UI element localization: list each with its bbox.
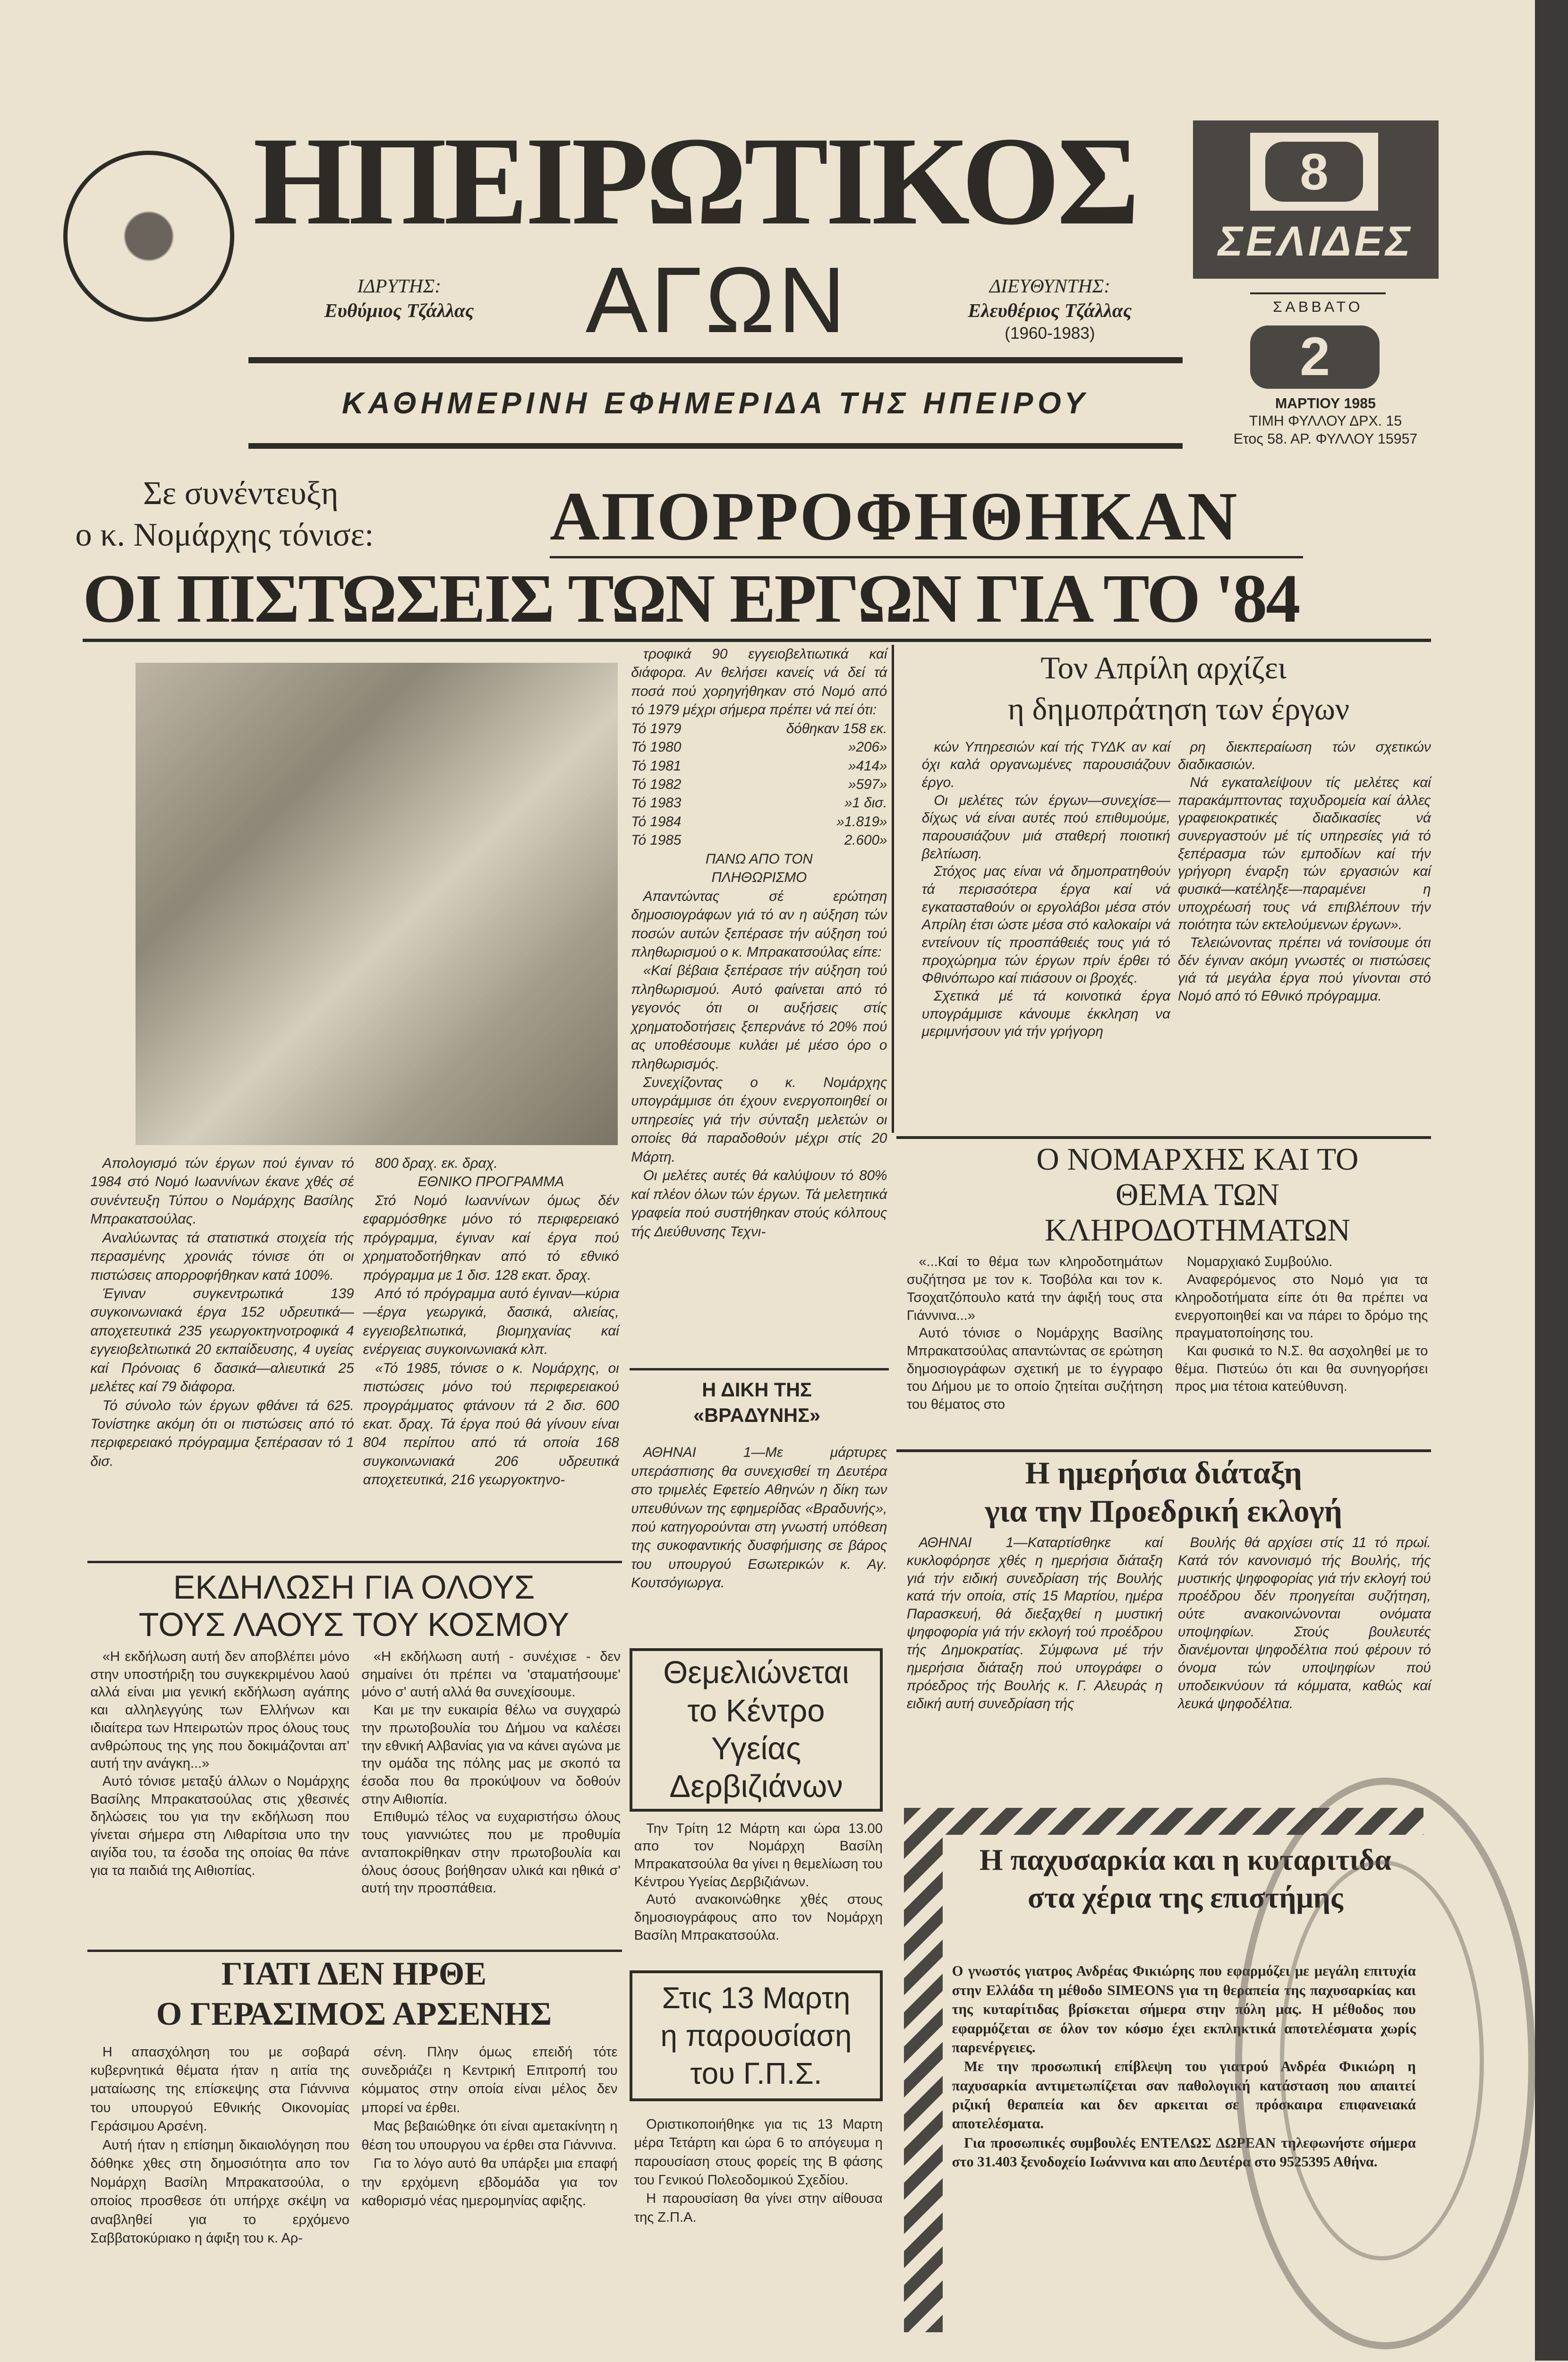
paragraph: Συνεχίζοντας ο κ. Νομάρχης υπογράμμισε ότι έχουν ενεργοποιηθεί οι υπηρεσίες γιά τήν σύνταξη μελετών οι οποίες θά παραδοθούν μέχρι στίς 20 Μάρτη. [631, 1075, 887, 1165]
paragraph: κών Υπηρεσιών καί τής ΤΥΔΚ αν καί όχι καλά οργανωμένες παρουσιάζουν έργο. [921, 739, 1170, 791]
date-info [1190, 395, 1461, 449]
headline-line: Η ημερήσια διάταξη [1025, 1455, 1302, 1490]
paragraph: Τελειώνοντας πρέπει νά τονίσουμε ότι δέν έγιναν ακόμη γνωστές οι πιστώσεις γιά τά μεγάλα έργα πού γίνονται στό Νομό από τό Εθνικό πρόγραμμα. [1177, 934, 1431, 1004]
paragraph: Μας βεβαιώθηκε ότι είναι αμετακίνητη η θέση του υπουργου να έρθει στα Γιάννινα. [361, 2119, 618, 2153]
paragraph: σένη. Πλην όμως επειδή τότε συνεδριάζει η Κεντρική Επιτροπή του κόμματος στην οποία είναι μέλος δεν μπορεί να έρθει. [361, 2044, 618, 2115]
headline-line: ΓΙΑΤΙ ΔΕΝ ΗΡΘΕ [221, 1955, 487, 1993]
paragraph: Επιθυμώ τέλος να ευχαριστήσω όλους τους γιαννιώτες που με προθυμία ανταποκρίθηκαν στην πρωτοβουλία και όλους όσους βοήθησαν υλικά και ηθικά σ' αυτή την προσπάθεια. [361, 1809, 621, 1896]
nomarch-col1 [907, 1253, 1163, 1413]
paragraph: Για προσωπικές συμβουλές ΕΝΤΕΛΩΣ ΔΩΡΕΑΝ τηλεφωνήστε σήμερα στο 31.403 ξενοδοχείο Ιωάννινα και απο Δευτέρα στο 9525395 Αθήνα. [952, 2134, 1416, 2170]
paragraph: Η απασχόληση του με σοβαρά κυβερνητικά θέματα ήταν η αιτία της ματαίωσης της επίσκεψης στα Γιάννινα του υπουργού Εθνικής Οικονομίας Γεράσιμου Αρσένη. [90, 2044, 349, 2134]
kicker-line: Σε συνέντευξη [143, 475, 339, 512]
funding-year: Τό 1981 [631, 758, 682, 774]
issue-number: Ετος 58. ΑΡ. ΦΥΛΛΟΥ 15957 [1233, 431, 1418, 447]
nomarch-headline: Ο ΝΟΜΑΡΧΗΣ ΚΑΙ ΤΟ ΘΕΜΑ ΤΩΝ ΚΛΗΡΟΔΟΤΗΜΑΤΩΝ [1036, 1142, 1359, 1248]
funding-amount: »1.819» [836, 813, 887, 830]
paragraph: Αυτό ανακοινώθηκε χθές στους δημοσιογράφους απο τον Νομάρχη Βασίλη Μπρακατσούλα. [634, 1892, 883, 1943]
paragraph: Τό σύνολο τών έργων φθάνει τά 625. Τονίστηκε ακόμη ότι οι πιστώσεις από τό περιφερειακό πρόγραμμα ξεπέρασαν τό 1 δισ. [90, 1397, 354, 1469]
lead-col3 [631, 645, 887, 1241]
paragraph: Αυτό τόνισε μεταξύ άλλων ο Νομάρχης Βασίλης Μπρακατσούλας στις χθεσινές δηλώσεις του για την εκδήλωση που γίνεται σήμερα στη Λιθαρίτσια υπο την αιγίδα του, τα έσοδα της οποίας θα πάνε για τα παιδιά της Αιθιοπίας. [90, 1774, 349, 1878]
funding-row [631, 757, 887, 775]
funding-amount: »414» [848, 758, 887, 774]
director-years: (1960-1983) [1005, 324, 1095, 343]
price: ΤΙΜΗ ΦΥΛΛΟΥ ΔΡΧ. 15 [1249, 413, 1402, 429]
headline-line: για την Προεδρική εκλογή [985, 1494, 1342, 1529]
lead-kicker [75, 473, 512, 556]
paragraph: 800 δραχ. εκ. δραχ. [375, 1155, 498, 1171]
funding-year: Τό 1982 [631, 777, 682, 793]
divider [896, 1449, 1431, 1452]
funding-amount: »206» [848, 739, 887, 755]
divider [550, 556, 1303, 558]
director-block [922, 274, 1178, 343]
paragraph: Η παρουσίαση θα γίνει στην αίθουσα της Ζ.Π.Α. [634, 2191, 883, 2225]
paragraph: ΑΘΗΝΑΙ 1—Καταρτίσθηκε καί κυκλοφόρησε χθές η ημερήσια διάταξη γιά τήν ειδική συνεδρίαση τής Βουλής κατά τήν οποία, στίς 15 Μαρτίου, ημέρα Παρασκευή, θά διεξαχθεί η μυστική ψηφοφορία γιά τήν εκλογή τού προέδρου τής Δημοκρατίας. Σύμφωνα μέ τήν ημερήσια διάταξη πού υπογράφει ο πρόεδρος τής Βουλής κ. Γ. Αλευράς η ειδική αυτή συνεδρίαση τής [906, 1534, 1163, 1712]
paragraph: «Τό 1985, τόνισε ο κ. Νομάρχης, οι πιστώσεις μόνο τού περιφερειακού προγράμματος φτάνουν τά 2 δισ. 600 εκατ. δραχ. Τά έργα πού θά γίνουν είναι 804 περίπου από τά οποία 168 συγκοινωνιακά 206 υδρευτικά αποχετευτικά, 216 γεωργοκτηνο- [363, 1360, 619, 1488]
month-year: ΜΑΡΤΙΟΥ 1985 [1275, 395, 1376, 411]
health-body [634, 1820, 883, 1945]
divider [896, 1136, 1431, 1139]
headline-line: Ο ΓΕΡΑΣΙΜΟΣ ΑΡΣΕΝΗΣ [156, 1995, 552, 2032]
event-headline [90, 1568, 617, 1643]
paragraph: Στό Νομό Ιωαννίνων όμως δέν εφαρμόσθηκε μόνο τό περιφερειακό πρόγραμμα, έγιναν καί έργα πού χρηματοδοτήθηκαν από τό εθνικό πρόγραμμα με 1 δισ. 128 εκατ. δραχ. [363, 1192, 619, 1283]
paragraph: Από τό πρόγραμμα αυτό έγιναν—κύρια—έργα γεωργικά, δασικά, αλιείας, εγγειοβελτιωτικά, βιομηχανίας καί ενέργειας συγκοινωνιακά κλπ. [363, 1285, 619, 1358]
funding-table [631, 719, 887, 850]
funding-row [631, 831, 887, 849]
paragraph: Την Τρίτη 12 Μάρτη και ώρα 13.00 απο τον Νομάρχη Βασίλη Μπρακατσούλα θα γίνει η θεμελίωση του Κέντρου Υγείας Δερβιζιάνων. [634, 1821, 883, 1890]
funding-row [631, 813, 887, 831]
funding-year: Τό 1984 [631, 813, 682, 830]
funding-year: Τό 1980 [631, 739, 682, 755]
scan-edge [1535, 0, 1568, 2361]
paragraph: «Η εκδήλωση αυτή δεν αποβλέπει μόνο στην υποστήριξη του συγκεκριμένου λαού αλλά είναι μια γενική εκδήλωση αγάπης και αλληλεγγύης των Ελλήνων και ιδιαίτερα των Ηπειρωτών προς όλους τους ανθρώπους της γης που δοκιμάζονται απ' αυτή την ανάγκη...» [90, 1649, 349, 1772]
april-col2 [1178, 738, 1431, 1005]
paragraph: Αυτή ήταν η επίσημη δικαιολόγηση που δόθηκε χθες στη δημοσιότητα απο τον Νομάρχη Βασίλη Μπρακατσούλα, ο οποίος προσθεσε ότι υπήρχε σκέψη να αναβληθεί για το ερχόμενο Σαββατοκύριακο η άφιξη του κ. Αρ- [90, 2137, 349, 2246]
paragraph: Οι μελέτες τών έργων—συνεχίσε—δίχως νά είναι αυτές πού επιθυμούμε, παρουσιάζουν μιά σταθερή ποιοτική βελτίωση. [921, 792, 1170, 862]
divider [892, 645, 894, 1133]
funding-year: Τό 1983 [631, 795, 682, 811]
paragraph: Για το λόγο αυτό θα υπάρξει μια επαφή την ερχόμενη εβδομάδα για τον καθορισμό νέας ημερομηνίας αφιξης. [361, 2156, 618, 2209]
founder-name: Ευθύμιος Τζάλλας [324, 300, 474, 322]
headline-line: ΕΚΔΗΛΩΣΗ ΓΙΑ ΟΛΟΥΣ [173, 1568, 535, 1606]
funding-amount: δόθηκαν 158 εκ. [786, 720, 887, 736]
divider [87, 1950, 622, 1952]
director-name: Ελευθέριος Τζάλλας [968, 300, 1132, 322]
election-col1 [907, 1534, 1163, 1713]
funding-row [631, 775, 887, 794]
paragraph: Νομαρχιακό Συμβούλιο. [1187, 1254, 1333, 1270]
gps-headline: Στις 13 Μαρτη η παρουσίαση του Γ.Π.Σ. [630, 1970, 883, 2101]
pages-badge [1193, 120, 1439, 279]
divider [630, 1368, 889, 1370]
lead-col2 [363, 1154, 619, 1489]
masthead-title-agon: ΑΓΩΝ [585, 247, 849, 352]
paragraph: Στόχος μας είναι νά δημοπρατηθούν τά περισσότερα έργα καί νά εγκατασταθούν οι εργολάβοι μέσα στόν Απρίλη έτσι ώστε μέσα στό καλοκαίρι νά εντείνουν τίς προσπάθειές τους γιά τό προχώρημα τών έργων πρίν έρθει τό Φθινόπωρο καί πιάσουν οι βροχές. [921, 864, 1170, 986]
vradyni-body [631, 1443, 887, 1592]
archive-stamp [1235, 1778, 1535, 2349]
lead-headline-top: ΑΠΟΡΡΟΦΗΘΗΚΑΝ [550, 478, 1239, 555]
paragraph: «Η εκδήλωση αυτή - συνέχισε - δεν σημαίνει ότι πρέπει να 'σταματήσουμε' μόνο σ' αυτή αλλά θα συνεχίσουμε. [361, 1649, 621, 1700]
masthead-subtitle: ΚΑΘΗΜΕΡΙΝΗ ΕΦΗΜΕΡΙΔΑ ΤΗΣ ΗΠΕΙΡΟΥ [342, 386, 1089, 420]
funding-amount: 2.600» [844, 832, 887, 848]
ad-headline: Η παχυσαρκία και η κυταριτιδα στα χέρια της επιστήμης [979, 1843, 1391, 1914]
paragraph: Σχετικά μέ τά κοινοτικά έργα υπογράμμισε κάνουμε έκκληση να μεριμνήσουν γιά τήν γρήγορη [921, 988, 1170, 1040]
stamp-inner-ring [1280, 1860, 1484, 2260]
divider [83, 639, 1431, 642]
funding-amount: »1 δισ. [844, 795, 887, 811]
paragraph: τροφικά 90 εγγειοβελτιωτικά καί διάφορα. Αν θελήσει κανείς νά δεί τά ποσά πού χορηγήθηκαν στό Νομό από τό 1979 μέχρι σήμερα πρέπει νά πεί ότι: [631, 646, 887, 718]
headline-line: ΤΟΥΣ ΛΑΟΥΣ ΤΟΥ ΚΟΣΜΟΥ [138, 1606, 570, 1643]
april-col1 [922, 738, 1170, 1041]
april-headline [896, 648, 1431, 730]
paragraph: «Καί βέβαια ξεπέρασε τήν αύξηση τού πληθωρισμού. Αυτό φαίνεται από τό γεγονός ότι οι αυξήσεις στίς χρηματοδοτήσεις ξεπερνάνε τό 20% πού ας υποθέσουμε κυλάει μέ μέσο όρο ο πληθωρισμός. [631, 963, 887, 1072]
nomarch-photo [136, 663, 618, 1145]
headline-line: Τον Απρίλη αρχίζει [1040, 650, 1287, 686]
paragraph: Βουλής θά αρχίσει στίς 11 τό πρωί. Κατά τόν κανονισμό τής Βουλής, τής μυστικής ψηφοφορίας γιά τήν εκλογή τού προέδρου δέν προηγείται συζήτηση, ούτε ανακοινώνονται ονόματα υποψηφίων. Στούς βουλευτές διανέμονται ψηφοδέλτια πού φέρουν τό όνομα τών υποψηφίων πού υποδεικνύουν τά κόμματα, καθώς καί λευκά ψηφοδέλτια. [1177, 1534, 1431, 1712]
funding-year: Τό 1979 [631, 720, 682, 736]
paragraph: Αναλύωντας τά στατιστικά στοιχεία τής περασμένης χρονιάς τόνισε ότι οι πιστώσεις απορροφήθηκαν κατά 100%. [90, 1230, 354, 1283]
paragraph: Οριστικοποιήθηκε για τις 13 Μαρτη μέρα Τετάρτη και ώρα 6 το απόγευμα η παρουσίαση στους φορείς της Β φάσης του Γενικού Πολεοδομικού Σχεδίου. [634, 2116, 883, 2188]
election-col2 [1178, 1534, 1431, 1713]
divider [248, 443, 1182, 449]
arsenis-col2 [361, 2043, 617, 2211]
lead-col1 [90, 1154, 354, 1471]
lead-headline: ΟΙ ΠΙΣΤΩΣΕΙΣ ΤΩΝ ΕΡΓΩΝ ΓΙΑ ΤΟ '84 [83, 560, 1299, 637]
arsenis-col1 [90, 2043, 349, 2248]
paragraph: Αυτό τόνισε ο Νομάρχης Βασίλης Μπρακατσούλας απαντώντας σε ερώτηση δημοσιογράφων σχετική με το έγγραφο του Δήμου με το οποίο ζητείται συζήτηση του θέματος στο [906, 1326, 1163, 1412]
paragraph: Και με την ευκαιρία θέλω να συγχαρώ την πρωτοβουλία του Δήμου να καλέσει την εθνική Αλβανίας για να κάνει αγώνα με την ομάδα της πόλης μας με σκοπό τα έσοδα που θα προκύψουν να δοθούν στην Αιθιοπία. [361, 1703, 621, 1807]
paragraph: Έγιναν συγκεντρωτικά 139 συγκοινωνιακά έργα 152 υδρευτικά—αποχετευτικά 235 γεωργοκτηνοτροφικά 4 εγγειοβελτιωτικά 20 εκπαίδευσης, 4 υγείας καί Πρόνοιας 6 δασικά—αλιευτικά 25 μελέτες καί 79 διάφορα. [90, 1285, 354, 1395]
funding-amount: »597» [848, 777, 887, 793]
kicker-line: ο κ. Νομάρχης τόνισε: [75, 516, 374, 554]
event-col1 [90, 1648, 349, 1880]
paragraph: Νά εγκαταλείψουν τίς μελέτες καί παρακάμπτοντας ταχυδρομεία καί άλλες γραφειοκρατικές διαδικασίες νά συνεργαστούν μέ τίς υπηρεσίες γιά τό ξεπέρασμα τών εμποδίων καί τήν γρήγορη έναρξη τών εργασιών καί φυσικά—κατέληξε—παραμένει η υποχρέωσή τους νά επιβλέπουν τήν ποιότητα τών εκτελούμενων έργων». [1177, 775, 1431, 933]
funding-row [631, 738, 887, 756]
election-headline [896, 1454, 1431, 1531]
founder-block [286, 274, 512, 323]
pages-label: ΣΕΛΙΔΕΣ [1218, 217, 1414, 265]
headline-line: η δημοπράτηση των έργων [1007, 692, 1350, 727]
divider [248, 357, 1182, 363]
paragraph: Ο γνωστός γιατρος Ανδρέας Φικιώρης που εφαρμόζει με μεγάλη επιτυχία στην Ελλάδα τη μέθοδο SIMEONS για τη θεραπεία της παχυσαρκίας και της κυταρίτιδας βρίσκεται σήμερα στην πόλη μας. Η μέθοδος που εφαρμόζεται σε όλον τον κόσμο έχει εκπληκτικά αποτελέσματα χωρίς παρενέργειες. [952, 1963, 1416, 2055]
paragraph: ρη διεκπεραίωση τών σχετικών διαδικασιών. [1177, 739, 1431, 773]
divider [1250, 292, 1386, 295]
logo-emblem [63, 151, 234, 322]
masthead-title: ΗΠΕΙΡΩΤΙΚΟΣ [253, 110, 1137, 251]
paragraph: Οι μελέτες αυτές θά καλύψουν τό 80% καί πλέον όλων τών έργων. Τά μελετητικά γραφεία πού συστήθηκαν στούς κόλπους τής Διεύθυνσης Τεχνι- [631, 1168, 887, 1240]
paragraph: Με την προσωπική επίβλεψη του γιατρού Ανδρέα Φικιώρη η παχυσαρκία αντιμετωπίζεται σαν παθολογική κατάσταση που απαιτεί ριζική θεραπεία και δεν αρκειται σε πρόσκαιρα επιφανειακά αποτελέσματα. [952, 2058, 1416, 2132]
divider [87, 1561, 622, 1563]
paragraph: Απαντώντας σέ ερώτηση δημοσιογράφων γιά τό αν η αύξηση τών ποσών αυτών ξεπέρασε τήν αύξηση τού πληθωρισμού ο κ. Μπρακατσούλας είπε: [631, 888, 887, 960]
subheading: ΕΘΝΙΚΟ ΠΡΟΓΡΑΜΜΑ [418, 1174, 564, 1190]
weekday: ΣΑΒΒΑΤΟ [1273, 298, 1363, 316]
pages-number: 8 [1265, 142, 1363, 202]
subheading: ΠΑΝΩ ΑΠΟ ΤΟΝ ΠΛΗΘΩΡΙΣΜΟ [705, 851, 813, 886]
director-label: ΔΙΕΥΘΥΝΤΗΣ: [989, 275, 1110, 297]
paragraph: Αναφερόμενος στο Νομό για τα κληροδοτήματα είπε ότι θα πρέπει να ενεργοποιηθεί και να πάρει το δρόμο της πραγματοποίησης του. [1175, 1272, 1428, 1341]
paragraph: «...Καί το θέμα των κληροδοτημάτων συζήτησα με τον κ. Τσοβόλα και τον κ. Τσοχατζόπουλο κατά την άφιξή τους στα Γιάννινα...» [906, 1254, 1163, 1323]
funding-year: Τό 1985 [631, 832, 682, 848]
paragraph: Και φυσικά το Ν.Σ. θα ασχοληθεί με το θέμα. Πιστεύω ότι και θα συνηγορήσει προς μια τέτοια κατεύθυνση. [1175, 1344, 1428, 1395]
date-number: 2 [1250, 325, 1380, 389]
funding-row [631, 719, 887, 738]
health-headline: Θεμελιώνεται το Κέντρο Υγείας Δερβιζιάνων [630, 1648, 883, 1812]
paragraph: ΑΘΗΝΑΙ 1—Με μάρτυρες υπεράσπισης θα συνεχισθεί τη Δευτέρα στο τριμελές Εφετείο Αθηνών η δίκη των υπευθύνων της εφημερίδας «Βραδυνής», πού κατηγορούνται στη γνωστή υπόθεση της συκοφαντικής δυσφήμισης σε βάρος του υπουργού Εσωτερικών κ. Αγ. Κουτσόγιωργα. [631, 1445, 887, 1591]
arsenis-headline [90, 1954, 617, 2033]
founder-label: ΙΔΡΥΤΗΣ: [357, 275, 442, 297]
gps-body [634, 2115, 883, 2227]
vradyni-headline: Η ΔΙΚΗ ΤΗΣ «ΒΡΑΔΥΝΗΣ» [693, 1378, 820, 1426]
funding-row [631, 794, 887, 812]
nomarch-col2 [1175, 1253, 1428, 1396]
event-col2 [361, 1648, 621, 1898]
paragraph: Απολογισμό τών έργων πού έγιναν τό 1984 στό Νομό Ιωαννίνων έκανε χθές σέ συνέντευξη Τύπου ο Νομάρχης Βασίλης Μπρακατσούλας. [90, 1155, 354, 1227]
